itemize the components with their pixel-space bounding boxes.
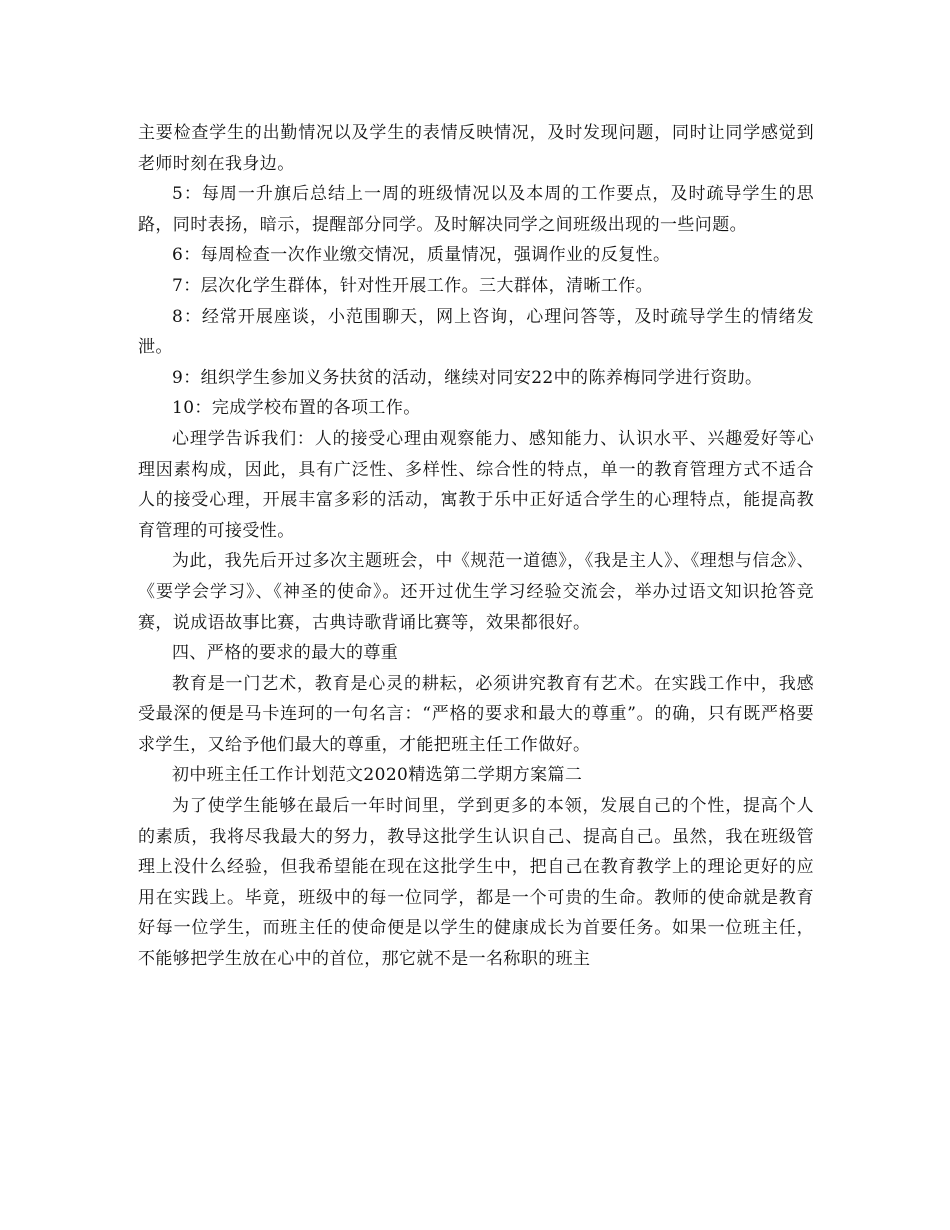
paragraph-11: 为了使学生能够在最后一年时间里，学到更多的本领，发展自己的个性，提高个人的素质，我将尽我最大的努力，教导这批学生认识自己、提高自己。虽然，我在班级管理上没什么经验，但我希望能在现在这批学生中，把自己在教育教学上的理论更好的应用在实践上。毕竟，班级中的每一位同学，都是一个可贵的生命。教师的使命就是教育好每一位学生，而班主任的使命便是以学生的健康成长为首要任务。如果一位班主任，不能够把学生放在心中的首位，那它就不是一名称职的班主 <box>138 796 814 970</box>
paragraph-5: 8：经常开展座谈，小范围聊天，网上咨询，心理问答等，及时疏导学生的情绪发泄。 <box>138 306 814 358</box>
paragraph-9: 为此，我先后开过多次主题班会，中《规范一道德》，《我是主人》、《理想与信念》、《要学会学习》、《神圣的使命》。还开过优生学习经验交流会，举办过语文知识抢答竞赛，说成语故事比赛，古典诗歌背诵比赛等，效果都很好。 <box>138 551 814 633</box>
section-heading-4: 四、严格的要求的最大的尊重 <box>172 643 399 664</box>
paragraph-1: 主要检查学生的出勤情况以及学生的表情反映情况，及时发现问题，同时让同学感觉到老师时刻在我身边。 <box>138 123 814 174</box>
paragraph-4: 7：层次化学生群体，针对性开展工作。三大群体，清晰工作。 <box>172 275 654 296</box>
paragraph-8: 心理学告诉我们：人的接受心理由观察能力、感知能力、认识水平、兴趣爱好等心理因素构成，因此，具有广泛性、多样性、综合性的特点，单一的教育管理方式不适合人的接受心理，开展丰富多彩的活动，寓教于乐中正好适合学生的心理特点，能提高教育管理的可接受性。 <box>138 428 814 541</box>
paragraph-7: 10：完成学校布置的各项工作。 <box>172 398 421 419</box>
paragraph-3: 6：每周检查一次作业缴交情况，质量情况，强调作业的反复性。 <box>172 245 671 266</box>
paragraph-6: 9：组织学生参加义务扶贫的活动，继续对同安22中的陈养梅同学进行资助。 <box>172 367 763 388</box>
paragraph-10: 教育是一门艺术，教育是心灵的耕耘，必须讲究教育有艺术。在实践工作中，我感受最深的便是马卡连珂的一句名言：“严格的要求和最大的尊重”。的确，只有既严格要求学生，又给予他们最大的尊重，才能把班主任工作做好。 <box>138 673 814 755</box>
paragraph-2: 5：每周一升旗后总结上一周的班级情况以及本周的工作要点，及时疏导学生的思路，同时表扬，暗示，提醒部分同学。及时解决同学之间班级出现的一些问题。 <box>138 184 814 235</box>
document-body <box>138 118 814 975</box>
article-title-2: 初中班主任工作计划范文2020精选第二学期方案篇二 <box>172 765 583 786</box>
